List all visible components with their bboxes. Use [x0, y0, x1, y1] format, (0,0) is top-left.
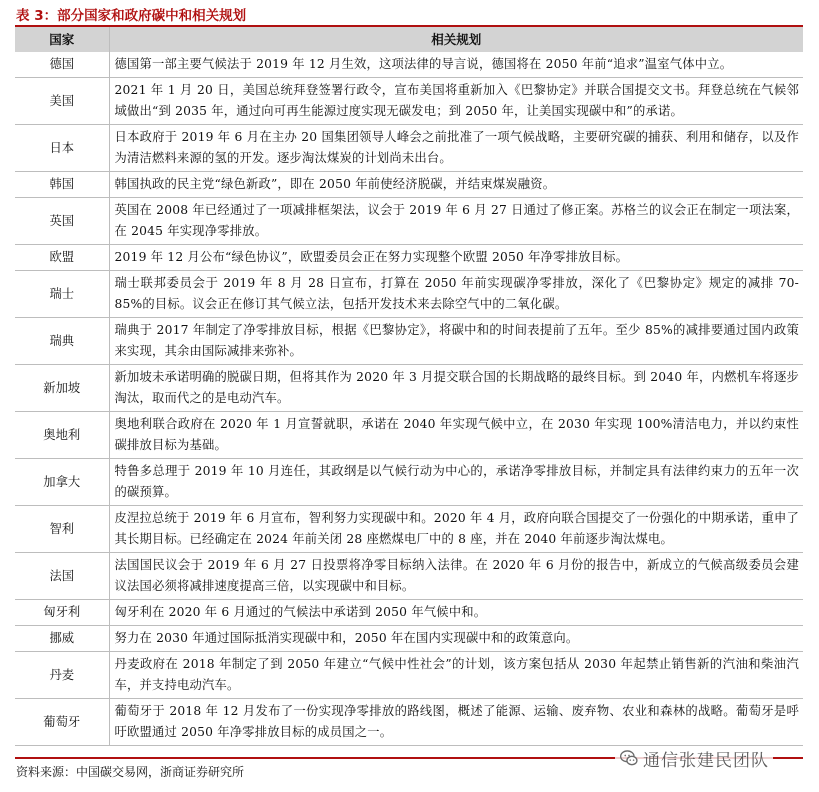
plan-cell: 韩国执政的民主党“绿色新政”，即在 2050 年前使经济脱碳，并结束煤炭融资。	[109, 172, 803, 198]
table-row	[15, 626, 803, 652]
country-cell: 奥地利	[15, 412, 109, 459]
country-cell: 韩国	[15, 172, 109, 198]
table-row	[15, 553, 803, 600]
plan-cell: 皮涅拉总统于 2019 年 6 月宣布，智利努力实现碳中和。2020 年 4 月，政府向联合国提交了一份强化的中期承诺，重申了其长期目标。已经确定在 2024 年前关闭 28 座燃煤电厂中的 8 座，并在 2040 年前逐步淘汰煤电。	[109, 506, 803, 553]
country-cell: 新加坡	[15, 365, 109, 412]
country-cell: 日本	[15, 125, 109, 172]
country-cell: 德国	[15, 52, 109, 78]
table-row	[15, 506, 803, 553]
country-cell: 智利	[15, 506, 109, 553]
plan-cell: 匈牙利在 2020 年 6 月通过的气候法中承诺到 2050 年气候中和。	[109, 600, 803, 626]
plan-cell: 努力在 2030 年通过国际抵消实现碳中和，2050 年在国内实现碳中和的政策意向。	[109, 626, 803, 652]
watermark-text: 通信张建民团队	[643, 750, 769, 771]
country-cell: 美国	[15, 78, 109, 125]
watermark	[615, 747, 773, 769]
country-cell: 瑞典	[15, 318, 109, 365]
country-cell: 葡萄牙	[15, 699, 109, 746]
table-row	[15, 652, 803, 699]
country-column-header: 国家	[15, 27, 109, 52]
table-row	[15, 172, 803, 198]
country-cell: 丹麦	[15, 652, 109, 699]
plan-cell: 英国在 2008 年已经通过了一项减排框架法，议会于 2019 年 6 月 27 日通过了修正案。苏格兰的议会正在制定一项法案，在 2045 年实现净零排放。	[109, 198, 803, 245]
country-cell: 英国	[15, 198, 109, 245]
plan-cell: 2021 年 1 月 20 日，美国总统拜登签署行政令，宣布美国将重新加入《巴黎协定》并联合国提交文书。拜登总统在气候邻域做出“到 2035 年，通过向可再生能源过度实现无碳发电；到 2050 年，让美国实现碳中和”的承诺。	[109, 78, 803, 125]
country-cell: 加拿大	[15, 459, 109, 506]
plan-cell: 新加坡未承诺明确的脱碳日期，但将其作为 2020 年 3 月提交联合国的长期战略的最终目标。到 2040 年，内燃机车将逐步淘汰，取而代之的是电动汽车。	[109, 365, 803, 412]
plan-column-header: 相关规划	[109, 27, 803, 52]
table-row	[15, 198, 803, 245]
plan-cell: 日本政府于 2019 年 6 月在主办 20 国集团领导人峰会之前批准了一项气候战略，主要研究碳的捕获、利用和储存，以及作为清洁燃料来源的氢的开发。逐步淘汰煤炭的计划尚未出台。	[109, 125, 803, 172]
table-row	[15, 699, 803, 746]
plan-cell: 法国国民议会于 2019 年 6 月 27 日投票将净零目标纳入法律。在 2020 年 6 月份的报告中，新成立的气候高级委员会建议法国必须将减排速度提高三倍，以实现碳中和目标。	[109, 553, 803, 600]
country-cell: 匈牙利	[15, 600, 109, 626]
table-row	[15, 125, 803, 172]
plan-cell: 葡萄牙于 2018 年 12 月发布了一份实现净零排放的路线图，概述了能源、运输、废弃物、农业和森林的战略。葡萄牙是呼吁欧盟通过 2050 年净零排放目标的成员国之一。	[109, 699, 803, 746]
plan-cell: 瑞士联邦委员会于 2019 年 8 月 28 日宣布，打算在 2050 年前实现碳净零排放，深化了《巴黎协定》规定的减排 70-85%的目标。议会正在修订其气候立法，包括开发技术来去除空气中的二氧化碳。	[109, 271, 803, 318]
table-row	[15, 365, 803, 412]
plan-cell: 德国第一部主要气候法于 2019 年 12 月生效，这项法律的导言说，德国将在 2050 年前“追求”温室气体中立。	[109, 52, 803, 78]
table-title: 表 3：部分国家和政府碳中和相关规划	[16, 8, 247, 24]
source-note: 资料来源：中国碳交易网，浙商证券研究所	[16, 765, 245, 779]
country-cell: 欧盟	[15, 245, 109, 271]
wechat-icon	[619, 748, 639, 768]
table-row	[15, 245, 803, 271]
table-row	[15, 78, 803, 125]
country-cell: 挪威	[15, 626, 109, 652]
table-row	[15, 52, 803, 78]
table-row	[15, 459, 803, 506]
plan-cell: 2019 年 12 月公布“绿色协议”，欧盟委员会正在努力实现整个欧盟 2050 年净零排放目标。	[109, 245, 803, 271]
plan-cell: 奥地利联合政府在 2020 年 1 月宣誓就职，承诺在 2040 年实现气候中立，在 2030 年实现 100%清洁电力，并以约束性碳排放目标为基础。	[109, 412, 803, 459]
table-row	[15, 600, 803, 626]
table-row	[15, 318, 803, 365]
table-row	[15, 271, 803, 318]
country-cell: 法国	[15, 553, 109, 600]
plan-cell: 特鲁多总理于 2019 年 10 月连任，其政纲是以气候行动为中心的，承诺净零排放目标，并制定具有法律约束力的五年一次的碳预算。	[109, 459, 803, 506]
table-header-row	[15, 27, 803, 52]
policy-table	[15, 27, 803, 746]
table-row	[15, 412, 803, 459]
plan-cell: 丹麦政府在 2018 年制定了到 2050 年建立“气候中性社会”的计划，该方案包括从 2030 年起禁止销售新的汽油和柴油汽车，并支持电动汽车。	[109, 652, 803, 699]
country-cell: 瑞士	[15, 271, 109, 318]
plan-cell: 瑞典于 2017 年制定了净零排放目标，根据《巴黎协定》，将碳中和的时间表提前了五年。至少 85%的减排要通过国内政策来实现，其余由国际减排来弥补。	[109, 318, 803, 365]
